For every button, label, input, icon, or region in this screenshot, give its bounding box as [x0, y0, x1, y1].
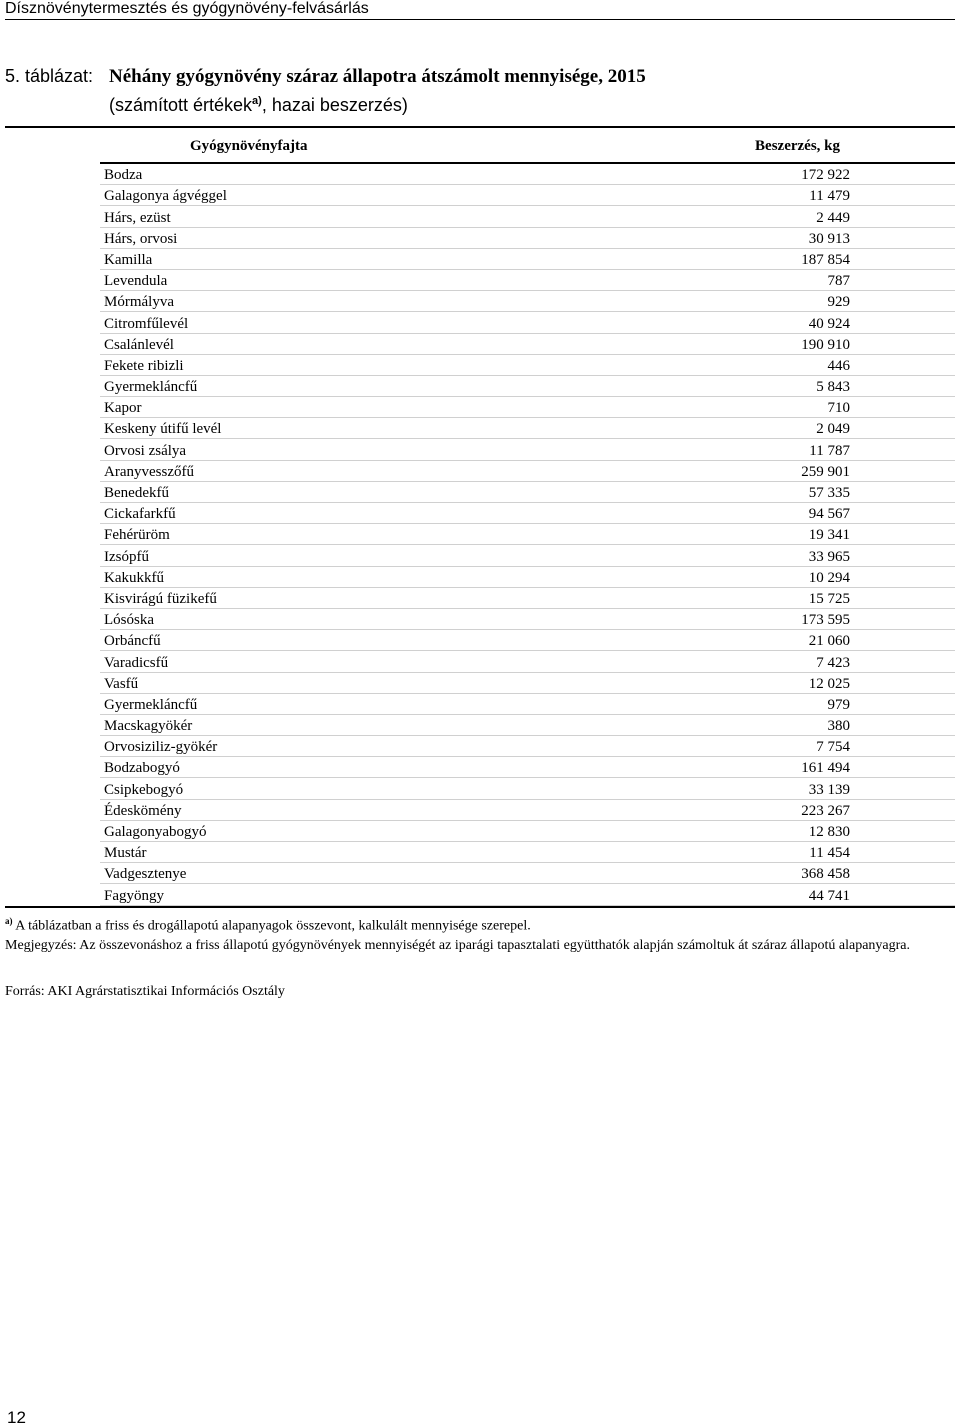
quantity-value: 10 294: [808, 569, 850, 586]
plant-name: Cickafarkfű: [104, 506, 176, 523]
quantity-value: 33 965: [808, 548, 850, 565]
quantity-value: 12 025: [808, 675, 850, 692]
table-row: [100, 588, 955, 609]
quantity-value: 11 479: [809, 188, 850, 205]
quantity-value: 2 449: [816, 209, 850, 226]
plant-name: Kamilla: [104, 251, 153, 268]
table-row: [100, 334, 955, 355]
subtitle-before: (számított értékek: [109, 95, 253, 115]
table-row: [100, 228, 955, 249]
source: Forrás: AKI Agrárstatisztikai Információs Osztály: [5, 984, 285, 999]
table-row: [100, 206, 955, 227]
plant-name: Orvosi zsálya: [104, 442, 187, 459]
plant-name: Citromfűlevél: [104, 315, 189, 332]
quantity-value: 259 901: [801, 463, 850, 480]
page-number: 12: [7, 1408, 26, 1427]
table-row: [100, 651, 955, 672]
table-row: [100, 545, 955, 566]
quantity-value: 446: [827, 357, 850, 374]
column-header-plant: Gyógynövényfajta: [190, 138, 308, 154]
table-row: [100, 482, 955, 503]
table-row: [100, 778, 955, 799]
table-row: [100, 736, 955, 757]
plant-name: Édeskömény: [104, 802, 182, 819]
plant-name: Orbáncfű: [104, 633, 161, 650]
table-row: [100, 715, 955, 736]
quantity-value: 30 913: [808, 230, 850, 247]
quantity-value: 710: [827, 400, 850, 417]
quantity-value: 173 595: [801, 612, 850, 629]
table-row: [100, 312, 955, 333]
table-row: [100, 249, 955, 270]
plant-name: Hárs, ezüst: [104, 209, 171, 226]
plant-name: Kakukkfű: [104, 569, 164, 586]
quantity-value: 7 754: [816, 739, 850, 756]
table-bottom-rule: [5, 906, 955, 908]
quantity-value: 40 924: [808, 315, 850, 332]
quantity-value: 21 060: [808, 633, 850, 650]
plant-name: Bodzabogyó: [104, 760, 180, 777]
plant-name: Varadicsfű: [104, 654, 169, 671]
plant-name: Orvosiziliz-gyökér: [104, 739, 218, 756]
quantity-value: 929: [827, 294, 850, 311]
plant-name: Fekete ribizli: [104, 357, 184, 374]
quantity-value: 15 725: [808, 590, 850, 607]
quantity-value: 33 139: [808, 781, 850, 798]
plant-name: Kisvirágú füzikefű: [104, 590, 217, 607]
quantity-value: 94 567: [808, 506, 850, 523]
quantity-value: 2 049: [816, 421, 850, 438]
table-row: [100, 439, 955, 460]
running-header: Dísznövénytermesztés és gyógynövény-felvásárlás: [5, 0, 955, 20]
table-row: [100, 503, 955, 524]
plant-name: Aranyvesszőfű: [104, 463, 194, 480]
plant-name: Galagonyabogyó: [104, 824, 207, 840]
quantity-value: 223 267: [801, 802, 850, 819]
column-header-quantity: Beszerzés, kg: [755, 138, 840, 154]
plant-name: Csalánlevél: [104, 336, 174, 353]
table-row: [100, 355, 955, 376]
table-row: [100, 673, 955, 694]
plant-name: Gyermekláncfű: [104, 696, 198, 713]
table-row: [100, 800, 955, 821]
table-row: [100, 461, 955, 482]
plant-name: Vadgesztenye: [104, 866, 187, 883]
plant-name: Kapor: [104, 400, 142, 417]
plant-name: Keskeny útifű levél: [104, 421, 222, 438]
quantity-value: 5 843: [816, 379, 850, 396]
quantity-value: 187 854: [801, 251, 850, 268]
table-row: [100, 567, 955, 588]
quantity-value: 7 423: [816, 654, 850, 671]
footnote: [5, 912, 945, 936]
subtitle-after: , hazai beszerzés): [261, 95, 408, 115]
plant-name: Mórmályva: [104, 294, 174, 311]
plant-name: Benedekfű: [104, 485, 169, 501]
quantity-value: 12 830: [808, 824, 850, 840]
plant-name: Izsópfű: [104, 548, 149, 565]
table-row: [100, 630, 955, 651]
plant-name: Fehérüröm: [104, 527, 170, 544]
plant-name: Fagyöngy: [104, 887, 164, 904]
table-row: [100, 694, 955, 715]
plant-name: Gyermekláncfű: [104, 379, 198, 396]
quantity-value: 11 454: [809, 845, 850, 862]
quantity-value: 19 341: [808, 527, 850, 544]
footnote-mark: a): [5, 916, 13, 926]
quantity-value: 787: [827, 273, 850, 290]
plant-name: Hárs, orvosi: [104, 230, 178, 247]
footnote-text: A táblázatban a friss és drogállapotú alapanyagok összevont, kalkulált mennyisége szerepel.: [12, 918, 531, 934]
table-row: [100, 757, 955, 778]
plant-name: Vasfű: [104, 675, 139, 692]
table-title: Néhány gyógynövény száraz állapotra átszámolt mennyisége, 2015: [109, 66, 646, 87]
table-row: [100, 842, 955, 863]
table-row: [100, 821, 955, 842]
table-row: [100, 270, 955, 291]
plant-name: Mustár: [104, 845, 147, 862]
quantity-value: 172 922: [801, 167, 850, 184]
plant-name: Bodza: [104, 167, 143, 184]
table-row: [100, 418, 955, 439]
plant-name: Lósóska: [104, 612, 154, 629]
table-row: [100, 164, 955, 185]
table-row: [100, 185, 955, 206]
table-body: [100, 164, 955, 906]
table-row: [100, 291, 955, 312]
table-row: [100, 863, 955, 884]
quantity-value: 979: [827, 696, 850, 713]
plant-name: Csipkebogyó: [104, 781, 184, 798]
quantity-value: 57 335: [808, 485, 850, 501]
plant-name: Galagonya ágvéggel: [104, 188, 227, 205]
plant-name: Macskagyökér: [104, 718, 193, 735]
table-subtitle: [5, 89, 945, 117]
quantity-value: 368 458: [801, 866, 850, 883]
subtitle-footnote-mark: a): [252, 95, 262, 107]
table-label: 5. táblázat:: [5, 66, 94, 86]
table-row: [100, 884, 955, 905]
quantity-value: 11 787: [809, 442, 850, 459]
quantity-value: 380: [827, 718, 850, 735]
table-row: [100, 524, 955, 545]
table-row: [100, 397, 955, 418]
table-row: [100, 609, 955, 630]
quantity-value: 190 910: [801, 336, 850, 353]
table-row: [100, 376, 955, 397]
table-caption: [5, 64, 945, 117]
note: Megjegyzés: Az összevonáshoz a friss állapotú gyógynövények mennyiségét az iparági tapasztalati együtthatók alapján számoltuk át száraz állapotú alapanyagra.: [5, 938, 911, 953]
quantity-value: 161 494: [801, 760, 850, 777]
plant-name: Levendula: [104, 273, 168, 290]
quantity-value: 44 741: [808, 887, 850, 904]
table-top-rule: [5, 126, 955, 128]
